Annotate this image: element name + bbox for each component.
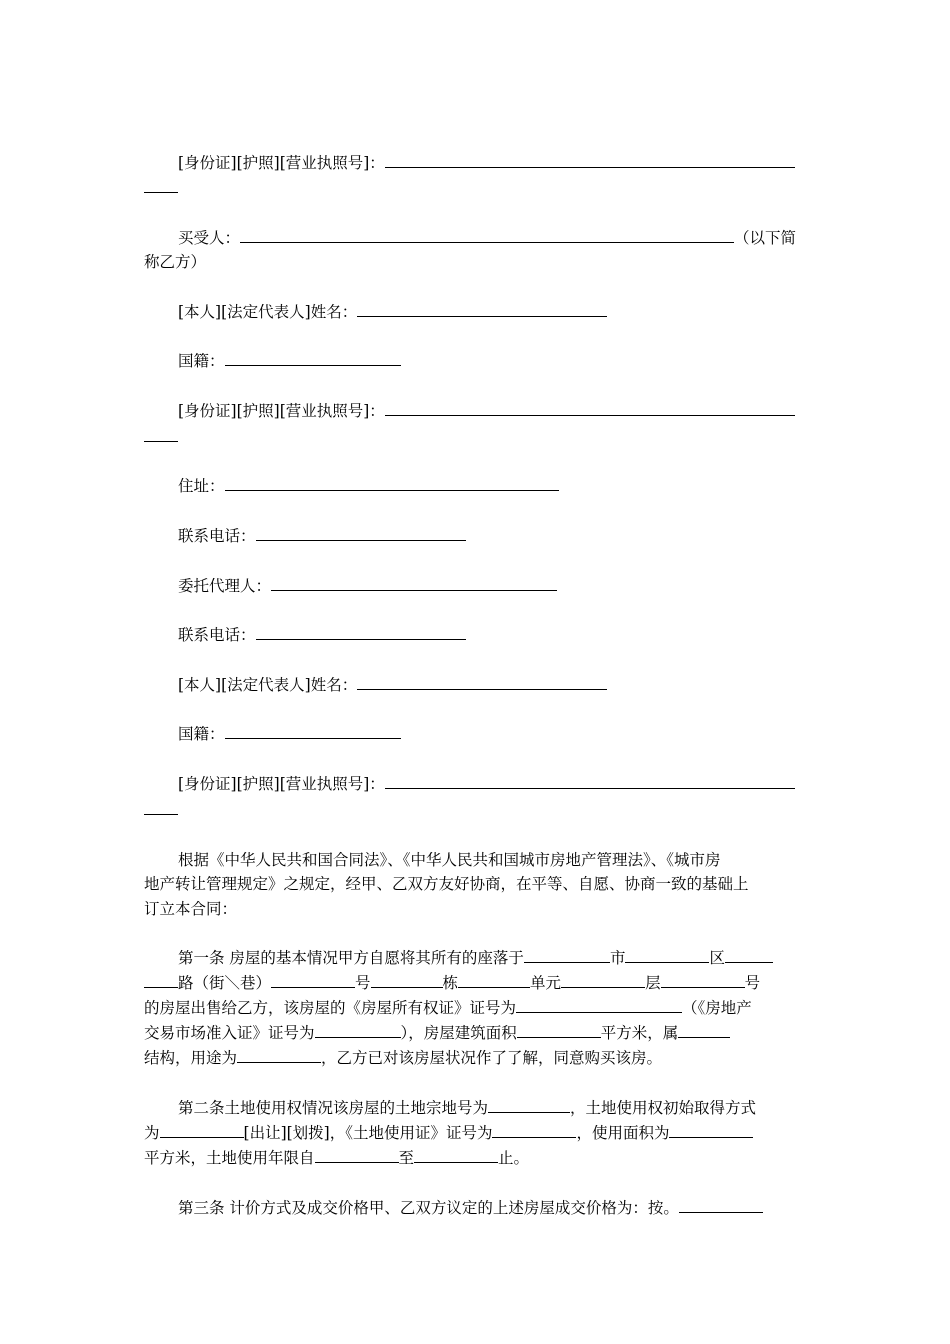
art2-text-b: ，土地使用权初始取得方式 [570, 1099, 757, 1117]
agent-label: 委托代理人： [178, 577, 272, 595]
article-1-line-2 [144, 971, 806, 995]
article-1-line-5 [144, 1046, 806, 1070]
article-1-line-4 [144, 1021, 806, 1045]
buyer-nationality-line [144, 349, 806, 373]
buyer-id-blank[interactable] [385, 400, 795, 416]
art1-sqm-label: 平方米，属 [600, 1024, 679, 1042]
art1-district-label: 区 [709, 949, 725, 967]
buyer-blank[interactable] [240, 227, 734, 243]
art2-text-d: [出让][划拨]，《土地使用证》证号为 [243, 1124, 493, 1142]
agent-nationality-blank[interactable] [225, 723, 401, 739]
art2-text-f: 平方米，土地使用年限自 [144, 1149, 315, 1167]
agent-phone-label: 联系电话： [178, 626, 256, 644]
agent-id-blank-tail [144, 814, 178, 815]
usage-blank[interactable] [237, 1047, 321, 1063]
seller-id-blank[interactable] [385, 152, 795, 168]
agent-phone-line [144, 623, 806, 647]
article-2-line-3 [144, 1146, 806, 1170]
art1-text-a: 第一条 房屋的基本情况甲方自愿将其所有的座落于 [178, 949, 524, 967]
article-3-line-1 [144, 1196, 806, 1220]
land-cert-blank[interactable] [492, 1122, 576, 1138]
agent-name-blank[interactable] [357, 674, 607, 690]
agent-name-line [144, 673, 806, 697]
ownership-cert-blank[interactable] [516, 997, 682, 1013]
agent-blank[interactable] [271, 575, 557, 591]
structure-blank-start[interactable] [678, 1022, 730, 1038]
buyer-phone-blank[interactable] [256, 525, 466, 541]
art1-room-label: 号 [744, 974, 761, 992]
area-blank[interactable] [517, 1022, 601, 1038]
art1-unit-label: 单元 [530, 974, 562, 992]
art2-text-c: 为 [144, 1124, 160, 1142]
road-blank-end[interactable] [144, 972, 178, 988]
seller-id-blank-tail [144, 192, 178, 193]
buyer-name-label: [本人][法定代表人]姓名： [178, 303, 358, 321]
art1-city-label: 市 [609, 949, 626, 967]
art2-text-h: 止。 [498, 1149, 530, 1167]
number-blank[interactable] [271, 972, 355, 988]
art1-closing-text: ，乙方已对该房屋状况作了了解，同意购买该房。 [321, 1049, 663, 1067]
price-blank[interactable] [679, 1197, 763, 1213]
term-end-blank[interactable] [414, 1147, 498, 1163]
buyer-line [144, 226, 806, 250]
agent-id-blank[interactable] [385, 773, 795, 789]
article-2-line-1 [144, 1096, 806, 1120]
buyer-id-line [144, 399, 806, 423]
art3-text-a: 第三条 计价方式及成交价格甲、乙双方议定的上述房屋成交价格为：按。 [178, 1199, 679, 1217]
seller-id-line [144, 151, 806, 175]
agent-id-label: [身份证][护照][营业执照号]： [178, 775, 385, 793]
seller-id-label: [身份证][护照][营业执照号]： [178, 154, 385, 172]
art1-structure-label: 结构，用途为 [144, 1049, 238, 1067]
term-start-blank[interactable] [315, 1147, 399, 1163]
art1-floor-label: 层 [645, 974, 661, 992]
building-blank[interactable] [371, 972, 443, 988]
buyer-name-line [144, 300, 806, 324]
buyer-id-blank-tail [144, 441, 178, 442]
agent-name-label: [本人][法定代表人]姓名： [178, 676, 358, 694]
art1-market-text: （《房地产 [682, 999, 752, 1017]
agent-line [144, 574, 806, 598]
basis-line-3 [144, 897, 806, 921]
basis-text-3: 订立本合同： [144, 900, 238, 918]
art1-number-label: 号 [355, 974, 371, 992]
buyer-label: 买受人： [178, 229, 241, 247]
land-number-blank[interactable] [488, 1097, 570, 1113]
art1-cert-text: 的房屋出售给乙方，该房屋的《房屋所有权证》证号为 [144, 999, 517, 1017]
agent-nationality-line [144, 722, 806, 746]
district-blank[interactable] [625, 947, 709, 963]
agent-phone-blank[interactable] [256, 624, 466, 640]
buyer-id-label: [身份证][护照][营业执照号]： [178, 402, 385, 420]
city-blank[interactable] [524, 947, 610, 963]
buyer-nationality-label: 国籍： [178, 352, 225, 370]
basis-line-1 [144, 848, 806, 872]
buyer-phone-line [144, 524, 806, 548]
basis-text-2: 地产转让管理规定》之规定，经甲、乙双方友好协商，在平等、自愿、协商一致的基础上 [144, 875, 749, 893]
buyer-suffix-2: 称乙方） [144, 253, 207, 271]
art1-area-label: ），房屋建筑面积 [400, 1024, 517, 1042]
buyer-address-blank[interactable] [225, 475, 559, 491]
room-blank[interactable] [661, 972, 745, 988]
agent-nationality-label: 国籍： [178, 725, 225, 743]
land-area-blank[interactable] [669, 1122, 753, 1138]
art2-text-g: 至 [398, 1149, 415, 1167]
buyer-address-label: 住址： [178, 477, 225, 495]
basis-line-2 [144, 872, 806, 896]
art2-text-a: 第二条土地使用权情况该房屋的土地宗地号为 [178, 1099, 489, 1117]
art2-text-e: ，使用面积为 [576, 1124, 670, 1142]
buyer-address-line [144, 474, 806, 498]
buyer-phone-label: 联系电话： [178, 527, 256, 545]
buyer-suffix-line [144, 250, 806, 274]
buyer-suffix-1: （以下简 [734, 229, 797, 247]
unit-blank[interactable] [458, 972, 530, 988]
road-blank-start[interactable] [725, 947, 773, 963]
article-2-line-2 [144, 1121, 806, 1145]
buyer-name-blank[interactable] [357, 301, 607, 317]
article-1-line-3 [144, 996, 806, 1020]
art1-road-label: 路（街＼巷） [178, 974, 272, 992]
art1-building-label: 栋 [442, 974, 459, 992]
floor-blank[interactable] [561, 972, 645, 988]
market-cert-blank[interactable] [315, 1022, 401, 1038]
acquisition-method-blank[interactable] [160, 1122, 244, 1138]
basis-text-1: 根据《中华人民共和国合同法》、《中华人民共和国城市房地产管理法》、《城市房 [178, 851, 721, 869]
article-1-line-1 [144, 946, 806, 970]
buyer-nationality-blank[interactable] [225, 350, 401, 366]
art1-market-label: 交易市场准入证》证号为 [144, 1024, 315, 1042]
agent-id-line [144, 772, 806, 796]
